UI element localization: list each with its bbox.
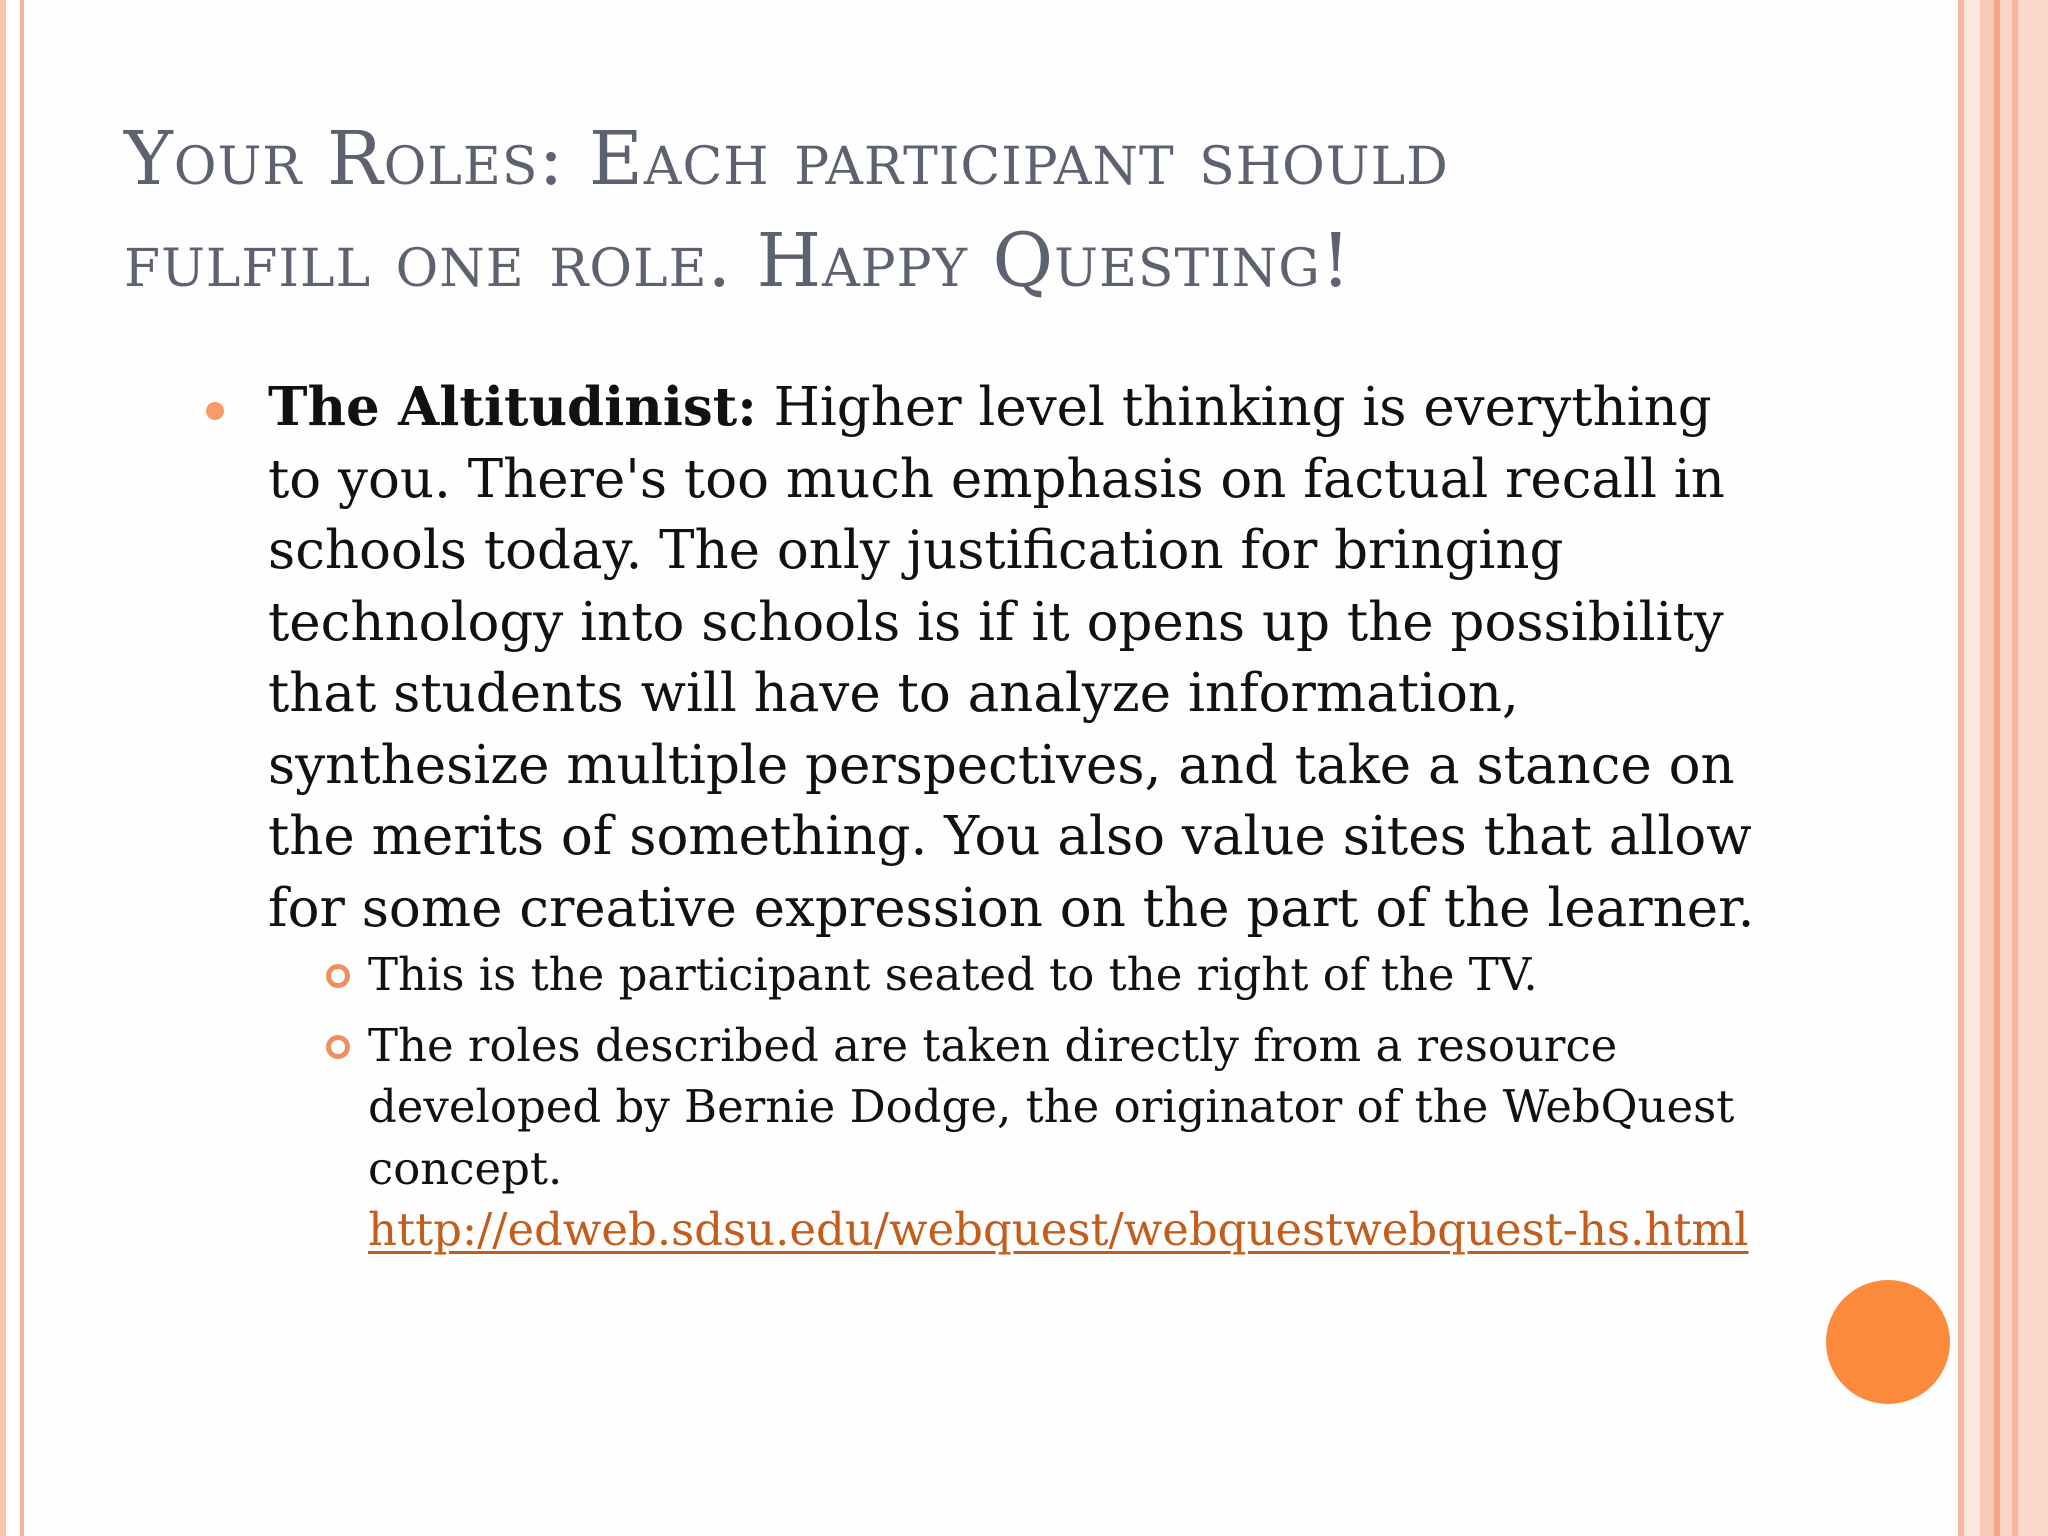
title-line-2: fulfill one role. Happy Questing! (124, 218, 1352, 304)
role-description: Higher level thinking is everything to you. There's too much emphasis on factual recall in schools today. The only justification for bringing technology into schools is if it opens up the possibility that students will have to analyze information, synthesize multiple perspectives, and take a stance on the merits of something. You also value sites that allow for some creative expression on the part of the learner. (268, 377, 1755, 939)
left-border-line (0, 0, 6, 1536)
sub-bullet-text: This is the participant seated to the right of the TV. (368, 948, 1538, 1001)
slide-content (206, 372, 1766, 1261)
right-stripe (1980, 0, 1994, 1536)
decorative-orange-circle (1826, 1280, 1950, 1404)
ring-bullet-icon (326, 1035, 350, 1059)
ring-bullet-icon (326, 964, 350, 988)
title-line-1: Your Roles: Each participant should (124, 116, 1449, 202)
role-label: The Altitudinist: (268, 376, 757, 438)
right-stripe (2000, 0, 2012, 1536)
left-border-line-inner (20, 0, 24, 1536)
sub-bullet (326, 1015, 1788, 1261)
right-stripe (1964, 0, 1980, 1536)
bullet-dot-icon (206, 402, 224, 420)
main-bullet (206, 372, 1766, 944)
right-stripe (2018, 0, 2048, 1536)
webquest-link[interactable]: http://edweb.sdsu.edu/webquest/webquestwebquest-hs.html (368, 1203, 1749, 1256)
sub-bullet (326, 944, 1788, 1006)
slide-title (124, 108, 1764, 312)
sub-bullet-text: The roles described are taken directly from a resource developed by Bernie Dodge, the originator of the WebQuest concept. (368, 1018, 1735, 1195)
